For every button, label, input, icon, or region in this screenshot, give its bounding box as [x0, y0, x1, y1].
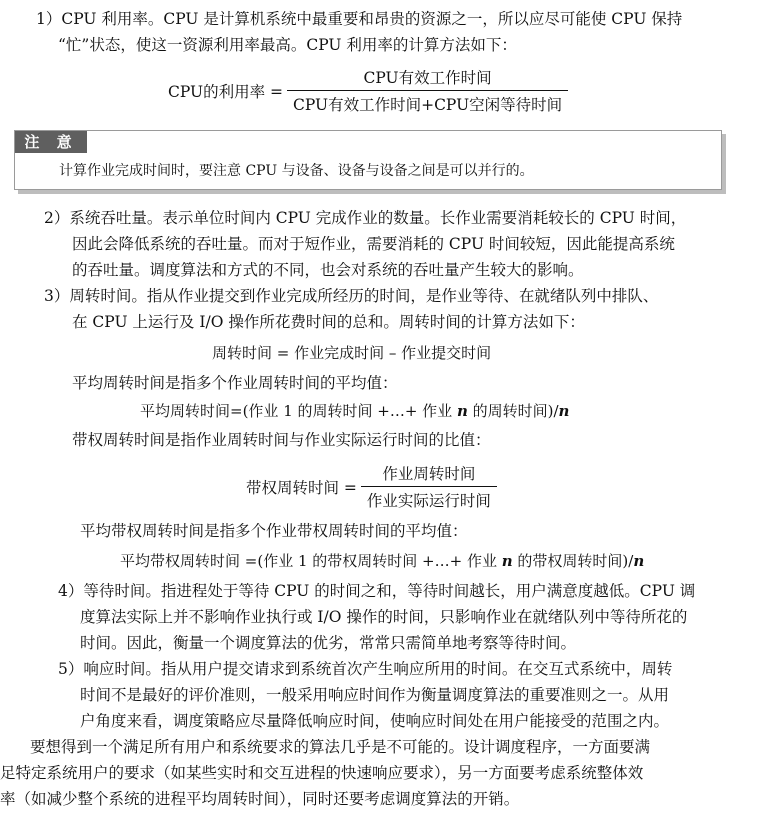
- formula-denominator: 作业实际运行时间: [361, 486, 497, 511]
- conclusion-line3: 率（如减少整个系统的进程平均周转时间），同时还要考虑调度算法的开销。: [0, 790, 520, 808]
- item3-line1: 3）周转时间。指从作业提交到作业完成所经历的时间，是作业等待、在就绪队列中排队、: [44, 287, 659, 305]
- weighted-turnaround-formula: [246, 462, 497, 511]
- formula-numerator: 作业周转时间: [382, 465, 476, 483]
- item4-line1: 4）等待时间。指进程处于等待 CPU 的时间之和，等待时间越长，用户满意度越低。CPU 调: [58, 582, 696, 600]
- avg-turnaround-intro: 平均周转时间是指多个作业周转时间的平均值：: [72, 374, 398, 392]
- avg-weighted-turnaround-intro: 平均带权周转时间是指多个作业带权周转时间的平均值：: [80, 522, 468, 540]
- conclusion-line1: 要想得到一个满足所有用户和系统要求的算法几乎是不可能的。设计调度程序，一方面要满: [30, 738, 651, 756]
- formula-numerator: CPU有效工作时间: [363, 69, 492, 87]
- item2-line1: 2）系统吞吐量。表示单位时间内 CPU 完成作业的数量。长作业需要消耗较长的 CPU 时间，: [44, 209, 687, 227]
- formula-text: 平均周转时间=(作业 1 的周转时间 +…+ 作业: [140, 402, 457, 420]
- formula-var-n: n: [558, 402, 570, 420]
- formula-var-n: n: [633, 552, 645, 570]
- item4-line2: 度算法实际上并不影响作业执行或 I/O 操作的时间，只影响作业在就绪队列中等待所花的: [80, 608, 688, 626]
- cpu-utilization-formula: [168, 66, 568, 115]
- weighted-turnaround-intro: 带权周转时间是指作业周转时间与作业实际运行时间的比值：: [72, 431, 491, 449]
- item5-line1: 5）响应时间。指从用户提交请求到系统首次产生响应所用的时间。在交互式系统中，周转: [58, 660, 673, 678]
- formula-text: 的带权周转时间)/: [512, 552, 634, 570]
- item4-line3: 时间。因此，衡量一个调度算法的优劣，常常只需简单地考察等待时间。: [80, 634, 577, 652]
- formula-lhs: CPU的利用率 =: [168, 82, 283, 101]
- item1-line2: “忙”状态，使这一资源利用率最高。CPU 利用率的计算方法如下：: [58, 36, 517, 54]
- item5-line3: 户角度来看，调度策略应尽量降低响应时间，使响应时间处在用户能接受的范围之内。: [80, 712, 670, 730]
- item2-line2: 因此会降低系统的吞吐量。而对于短作业，需要消耗的 CPU 时间较短，因此能提高系统: [72, 235, 675, 253]
- formula-text: 的周转时间)/: [467, 402, 559, 420]
- formula-denominator: CPU有效工作时间+CPU空闲等待时间: [287, 90, 568, 115]
- item1-line1: 1）CPU 利用率。CPU 是计算机系统中最重要和昂贵的资源之一，所以应尽可能使 CPU 保持: [36, 10, 683, 28]
- note-box: [14, 130, 722, 190]
- item5-line2: 时间不是最好的评价准则，一般采用响应时间作为衡量调度算法的重要准则之一。从用: [80, 686, 670, 704]
- note-title: 注 意: [15, 131, 87, 153]
- conclusion-line2: 足特定系统用户的要求（如某些实时和交互进程的快速响应要求），另一方面要考虑系统整体效: [0, 764, 644, 782]
- formula-var-n: n: [501, 552, 513, 570]
- turnaround-formula: 周转时间 = 作业完成时间 – 作业提交时间: [212, 344, 492, 362]
- item2-line3: 的吞吐量。调度算法和方式的不同，也会对系统的吞吐量产生较大的影响。: [72, 261, 584, 279]
- item3-line2: 在 CPU 上运行及 I/O 操作所花费时间的总和。周转时间的计算方法如下：: [72, 313, 585, 331]
- avg-weighted-turnaround-formula: [120, 550, 644, 572]
- formula-lhs: 带权周转时间 =: [246, 478, 357, 497]
- avg-turnaround-formula: [140, 400, 569, 422]
- formula-var-n: n: [456, 402, 468, 420]
- formula-text: 平均带权周转时间 =(作业 1 的带权周转时间 +…+ 作业: [120, 552, 502, 570]
- note-text: 计算作业完成时间时，要注意 CPU 与设备、设备与设备之间是可以并行的。: [59, 163, 534, 179]
